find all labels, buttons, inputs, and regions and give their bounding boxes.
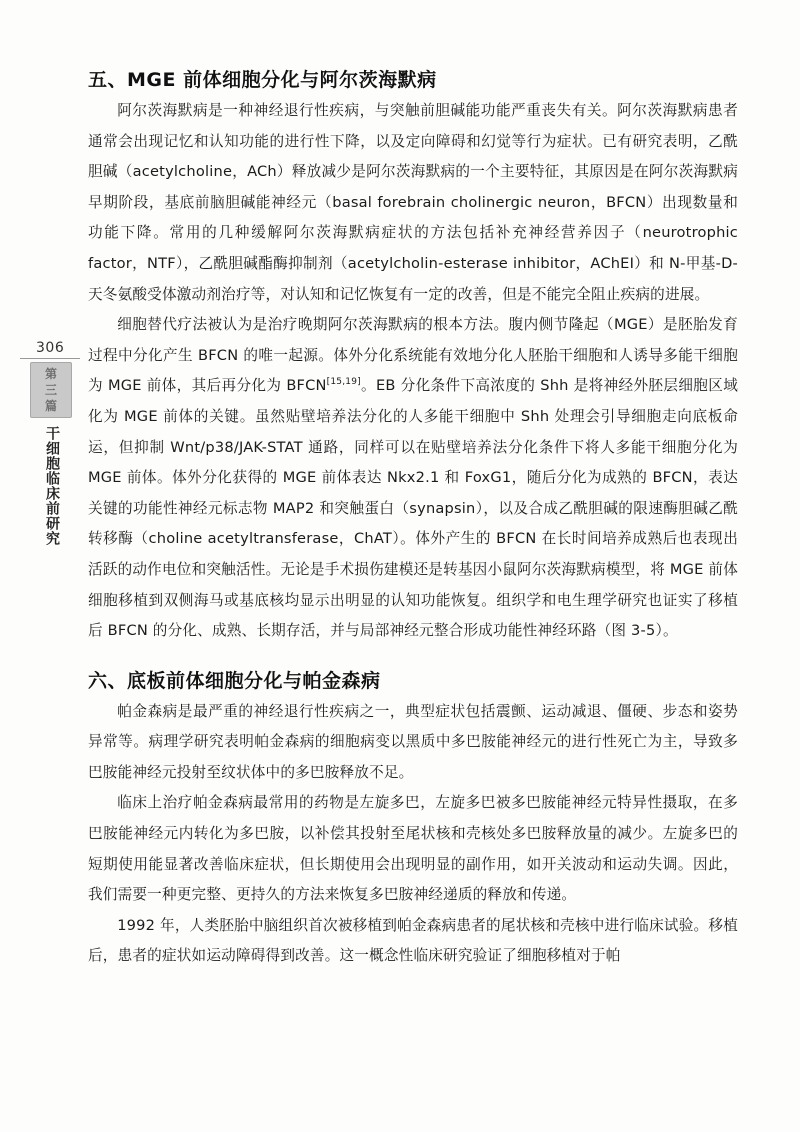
body-text xyxy=(88,64,738,972)
chapter-tab xyxy=(30,362,72,418)
paragraph: 1992 年，人类胚胎中脑组织首次被移植到帕金森病患者的尾状核和壳核中进行临床试验。移植后，患者的症状如运动障碍得到改善。这一概念性临床研究验证了细胞移植对于帕 xyxy=(88,916,738,965)
paragraph-text: 。EB 分化条件下高浓度的 Shh 是将神经外胚层细胞区域化为 MGE 前体的关键。虽然贴壁培养法分化的人多能干细胞中 Shh 处理会引导细胞走向底板命运，但抑制 Wnt/p38/JAK-STAT 通路，同样可以在贴壁培养法分化条件下将人多能干细胞分化为 MGE 前体。体外分化获得的 MGE 前体表达 Nkx2.1 和 FoxG1，随后分化为成熟的 BFCN，表达关键的功能性神经元标志物 MAP2 和突触蛋白（synapsin），以及合成乙酰胆碱的限速酶胆碱乙酰转移酶（choline acetyltransferase，ChAT）。体外产生的 BFCN 在长时间培养成熟后也表现出活跃的动作电位和突触活性。无论是手术损伤建模还是转基因小鼠阿尔茨海默病模型，将 MGE 前体细胞移植到双侧海马或基底核均显示出明显的认知功能恢复。组织学和电生理学研究也证实了移植后 BFCN 的分化、成熟、长期存活，并与局部神经元整合形成功能性神经环路（图 3-5）。 xyxy=(88,377,738,640)
paragraph: 临床上治疗帕金森病最常用的药物是左旋多巴，左旋多巴被多巴胺能神经元特异性摄取，在多巴胺能神经元内转化为多巴胺，以补偿其投射至尾状核和壳核处多巴胺释放量的减少。左旋多巴的短期使用能显著改善临床症状，但长期使用会出现明显的副作用，如开关波动和运动失调。因此，我们需要一种更完整、更持久的方法来恢复多巴胺神经递质的释放和传递。 xyxy=(88,794,738,904)
section-heading-mge: 五、MGE 前体细胞分化与阿尔茨海默病 xyxy=(88,69,437,91)
chapter-tab-char: 第 xyxy=(44,367,57,381)
paragraph: 帕金森病是最严重的神经退行性疾病之一，典型症状包括震颤、运动减退、僵硬、步态和姿势异常等。病理学研究表明帕金森病的细胞病变以黑质中多巴胺能神经元的进行性死亡为主，导致多巴胺能神经元投射至纹状体中的多巴胺释放不足。 xyxy=(88,702,738,781)
paragraph: 阿尔茨海默病是一种神经退行性疾病，与突触前胆碱能功能严重丧失有关。阿尔茨海默病患者通常会出现记忆和认知功能的进行性下降，以及定向障碍和幻觉等行为症状。已有研究表明，乙酰胆碱（acetylcholine，ACh）释放减少是阿尔茨海默病的一个主要特征，其原因是在阿尔茨海默病早期阶段，基底前脑胆碱能神经元（basal forebrain cholinergic neuron，BFCN）出现数量和功能下降。常用的几种缓解阿尔茨海默病症状的方法包括补充神经营养因子（neurotrophic factor，NTF），乙酰胆碱酯酶抑制剂（acetylcholin-esterase inhibitor，AChEI）和 N-甲基-D-天冬氨酸受体激动剂治疗等，对认知和记忆恢复有一定的改善，但是不能完全阻止疾病的进展。 xyxy=(88,102,738,303)
paragraph-with-citation xyxy=(88,310,738,647)
chapter-tab-char: 三 xyxy=(44,383,57,397)
page-number: 306 xyxy=(36,340,65,356)
section-heading-parkinson: 六、底板前体细胞分化与帕金森病 xyxy=(88,669,381,692)
chapter-tab-char: 篇 xyxy=(44,399,57,413)
citation-ref: [15,19] xyxy=(326,377,361,388)
margin-divider xyxy=(20,358,80,359)
running-section-title: 干细胞临床前研究 xyxy=(44,426,60,546)
paragraph-text: 细胞替代疗法被认为是治疗晚期阿尔茨海默病的根本方法。腹内侧节隆起（MGE）是胚胎发育过程中分化产生 BFCN 的唯一起源。体外分化系统能有效地分化人胚胎干细胞和人诱导多能干细胞为 MGE 前体，其后再分化为 BFCN xyxy=(88,316,738,395)
